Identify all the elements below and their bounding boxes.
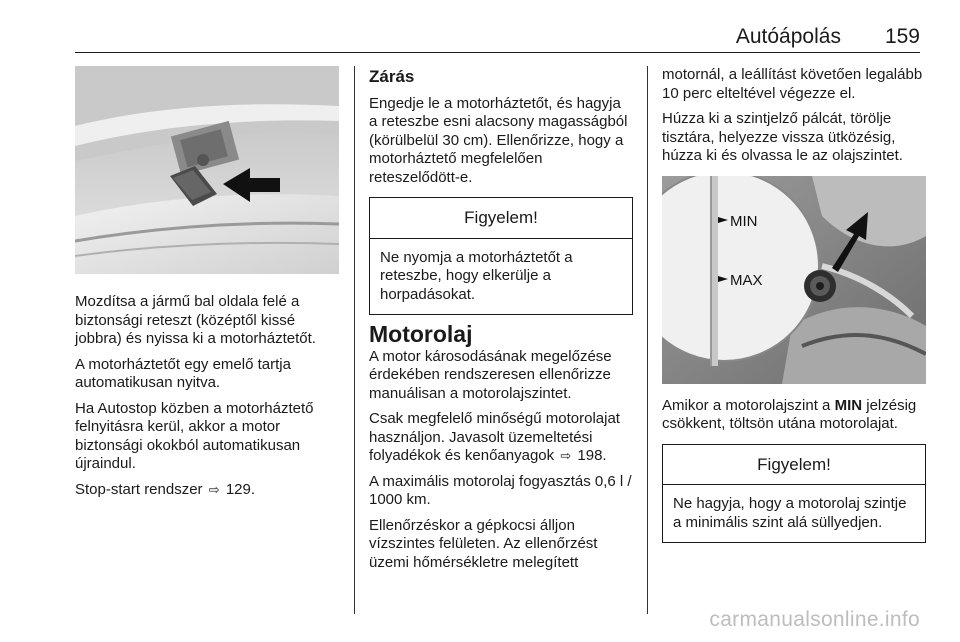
- column-divider: [354, 66, 355, 614]
- warning-title: Figyelem!: [370, 198, 632, 239]
- paragraph: Ellenőrzéskor a gépkocsi álljon vízszintes felületen. Az ellenőrzést üzemi hőmérsékletre melegített: [369, 516, 598, 571]
- paragraph: A motorháztetőt egy emelő tartja automatikusan nyitva.: [75, 355, 291, 391]
- paragraph: Húzza ki a szintjelző pálcát, törölje tisztára, helyezze vissza ütközésig, húzza ki és olvassa le az olajszintet.: [662, 110, 903, 164]
- warning-title: Figyelem!: [663, 445, 925, 486]
- column-3: [662, 66, 926, 551]
- paragraph-with-reference: [369, 410, 633, 466]
- reference-page-link[interactable]: 129.: [225, 480, 256, 498]
- page-reference-arrow-icon: ⇨: [208, 481, 220, 497]
- reference-page-link[interactable]: 198.: [577, 447, 607, 464]
- paragraph: Mozdítsa a jármű bal oldala felé a biztonsági reteszt (középtől kissé jobbra) és nyissa ki a motorháztetőt.: [75, 293, 316, 347]
- warning-body: Ne nyomja a motorháztetőt a reteszbe, hogy elkerülje a horpadásokat.: [380, 248, 573, 303]
- paragraph: Engedje le a motorháztetőt, és hagyja a reteszbe esni alacsony magasságból (körülbelül 30 cm). Ellenőrizze, hogy a motorháztető megfelelően reteszelődött-e.: [369, 94, 628, 186]
- page-header: [75, 22, 920, 53]
- reference-text: Stop-start rendszer: [75, 480, 203, 498]
- dipstick-max-label: MAX: [730, 271, 763, 289]
- column-1: [75, 66, 339, 506]
- warning-box: [369, 197, 633, 315]
- text: Amikor a motorolajszint a: [662, 396, 831, 414]
- reference-text: Csak megfelelő minőségű motorolajat használjon. Javasolt üzemeltetési folyadékok és kenőanyagok: [369, 410, 620, 464]
- page-number: 159: [884, 25, 920, 48]
- watermark: carmanualsonline.info: [709, 608, 920, 631]
- page-title: Autóápolás: [735, 25, 841, 48]
- paragraph: A motor károsodásának megelőzése érdekében rendszeresen ellenőrizze manuálisan a motorolajszintet.: [369, 347, 612, 402]
- text: jelzésig csökkent, töltsön utána motorolajat.: [662, 396, 917, 432]
- paragraph-with-reference: [75, 481, 339, 500]
- bold-text: MIN: [834, 396, 863, 414]
- column-divider: [647, 66, 648, 614]
- warning-body: Ne hagyja, hogy a motorolaj szintje a minimális szint alá süllyedjen.: [673, 495, 907, 531]
- dipstick-min-label: MIN: [730, 212, 758, 230]
- hood-latch-illustration: [75, 66, 339, 274]
- paragraph: A maximális motorolaj fogyasztás 0,6 l / 1000 km.: [369, 472, 632, 508]
- dipstick-illustration: [662, 176, 926, 384]
- page-reference-arrow-icon: ⇨: [560, 448, 572, 463]
- warning-box: [662, 444, 926, 544]
- paragraph-with-bold: [662, 397, 926, 434]
- section-heading-engine-oil: Motorolaj: [369, 321, 473, 347]
- paragraph: Ha Autostop közben a motorháztető felnyitásra kerül, akkor a motor biztonsági okokból automatikusan újraindul.: [75, 399, 314, 472]
- section-heading-closing: Zárás: [369, 67, 415, 86]
- paragraph: motornál, a leállítást követően legalább 10 perc elteltével végezze el.: [662, 66, 923, 102]
- column-2: [369, 66, 633, 579]
